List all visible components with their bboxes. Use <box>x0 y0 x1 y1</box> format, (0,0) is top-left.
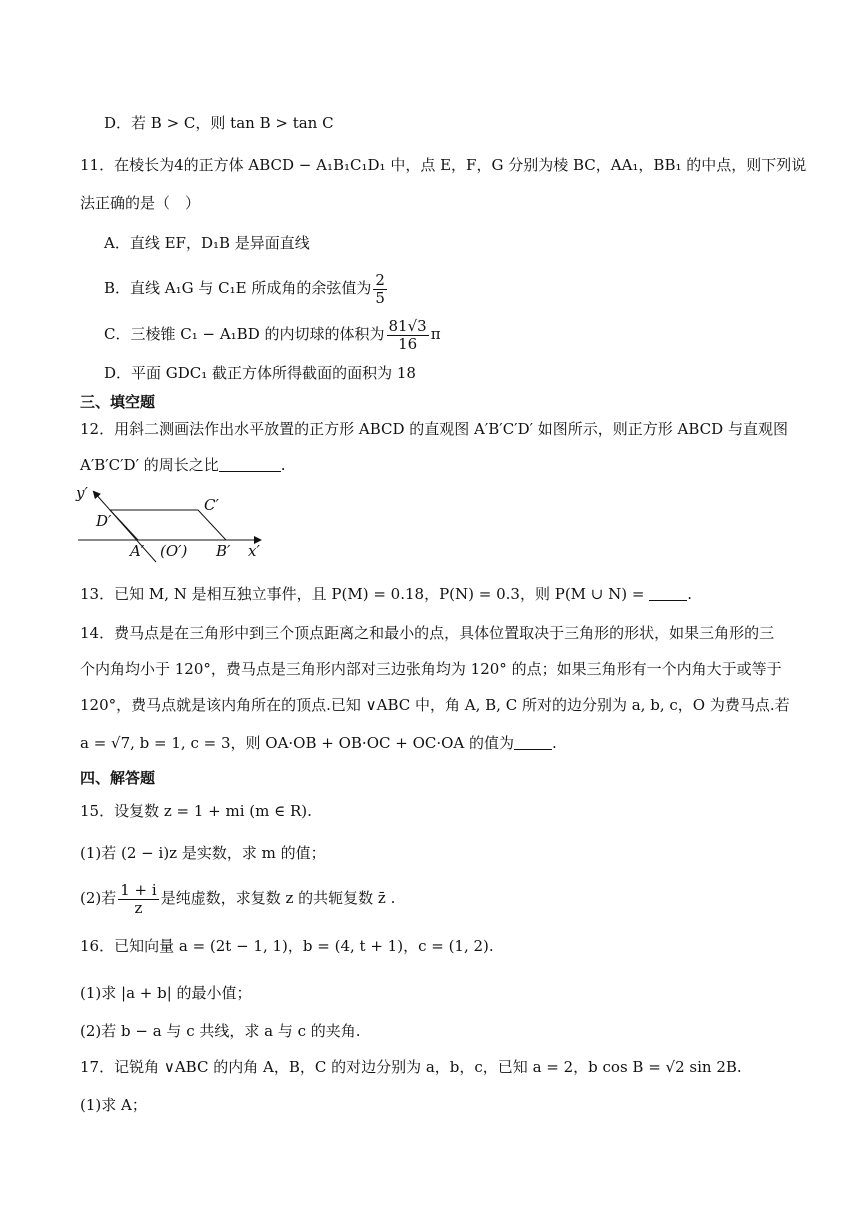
parallelogram-abcd <box>110 510 226 540</box>
label-a: A′ <box>130 542 145 560</box>
label-y-axis: y′ <box>76 484 88 502</box>
q16-part2: (2)若 b − a 与 c 共线，求 a 与 c 的夹角. <box>80 1022 361 1040</box>
q15-stem: 15．设复数 z = 1 + mi (m ∈ R). <box>80 802 312 820</box>
fraction-numerator: 81√3 <box>388 316 427 335</box>
section-3-title: 三、填空题 <box>80 393 156 411</box>
q15-part1: (1)若 (2 − i)z 是实数，求 m 的值； <box>80 844 326 862</box>
label-o: (O′) <box>160 542 188 560</box>
q14-line3: 120°，费马点就是该内角所在的顶点.已知 ∨ABC 中，角 A, B, C 所对的边分别为 a, b, c，O 为费马点.若 <box>80 696 790 714</box>
q12-oblique-figure <box>72 484 272 564</box>
q12-line2-text: A′B′C′D′ 的周长之比 <box>80 456 219 474</box>
q11-option-b-fraction <box>373 272 387 307</box>
q14-line4-end: . <box>552 734 557 752</box>
q11-option-b-text: B．直线 A₁G 与 C₁E 所成角的余弦值为 <box>104 279 372 297</box>
q12-line2 <box>80 454 808 476</box>
label-x-axis: x′ <box>248 542 260 560</box>
q16-stem: 16．已知向量 a = (2t − 1, 1)，b = (4, t + 1)，c = (1, 2). <box>80 937 494 955</box>
q14-line4-text: a = √7, b = 1, c = 3，则 OA·OB + OB·OC + OC·OA 的值为 <box>80 734 515 752</box>
q17-stem: 17．记锐角 ∨ABC 的内角 A，B，C 的对边分别为 a，b，c，已知 a = 2，b cos B = √2 sin 2B. <box>80 1058 742 1076</box>
q12-line1: 12．用斜二测画法作出水平放置的正方形 ABCD 的直观图 A′B′C′D′ 如图所示，则正方形 ABCD 与直观图 <box>80 420 788 438</box>
q15-part2-fraction <box>118 882 158 917</box>
q11-option-c <box>104 314 808 354</box>
q13-end: . <box>687 585 693 603</box>
label-d: D′ <box>96 512 112 530</box>
q16-part1: (1)求 |a + b| 的最小值； <box>80 984 252 1002</box>
q11-option-b <box>104 268 808 308</box>
q11-option-c-text: C．三棱锥 C₁ − A₁BD 的内切球的体积为 <box>104 325 385 343</box>
q11-option-c-pi: π <box>430 325 441 343</box>
q13-line <box>80 583 808 605</box>
fraction-denominator: 16 <box>398 334 418 353</box>
fraction-denominator: 5 <box>375 288 385 307</box>
q15-part2-text: (2)若 <box>80 889 117 907</box>
q14-line2: 个内角均小于 120°，费马点是三角形内部对三边张角均为 120° 的点；如果三角形有一个内角大于或等于 <box>80 660 782 678</box>
q13-text: 13．已知 M, N 是相互独立事件，且 P(M) = 0.18，P(N) = 0.3，则 P(M ∪ N) = <box>80 585 645 603</box>
q12-answer-blank[interactable] <box>219 455 281 472</box>
q14-line1: 14．费马点是在三角形中到三个顶点距离之和最小的点，具体位置取决于三角形的形状，如果三角形的三 <box>80 624 775 642</box>
q15-part2 <box>80 878 808 918</box>
q15-part2-tail: 是纯虚数，求复数 z 的共轭复数 z̄ . <box>160 889 396 907</box>
q14-line4 <box>80 732 808 754</box>
q12-line2-end: . <box>280 456 286 474</box>
q17-part1: (1)求 A； <box>80 1096 147 1114</box>
q10-option-d: D．若 B > C，则 tan B > tan C <box>104 114 334 132</box>
q13-answer-blank[interactable] <box>649 584 687 601</box>
q11-stem-line2: 法正确的是（ ） <box>80 194 201 212</box>
q11-option-c-fraction <box>387 318 429 353</box>
fraction-numerator: 2 <box>375 270 385 289</box>
q11-option-a: A．直线 EF，D₁B 是异面直线 <box>104 234 310 252</box>
q14-answer-blank[interactable] <box>514 733 552 750</box>
fraction-numerator: 1 + i <box>120 880 157 899</box>
label-c: C′ <box>204 496 219 514</box>
q11-option-d: D．平面 GDC₁ 截正方体所得截面的面积为 18 <box>104 364 416 382</box>
section-4-title: 四、解答题 <box>80 769 156 787</box>
q11-stem-line1: 11．在棱长为4的正方体 ABCD − A₁B₁C₁D₁ 中，点 E，F，G 分别为棱 BC，AA₁，BB₁ 的中点，则下列说 <box>80 156 807 174</box>
label-b: B′ <box>216 542 231 560</box>
fraction-denominator: z <box>134 898 143 917</box>
